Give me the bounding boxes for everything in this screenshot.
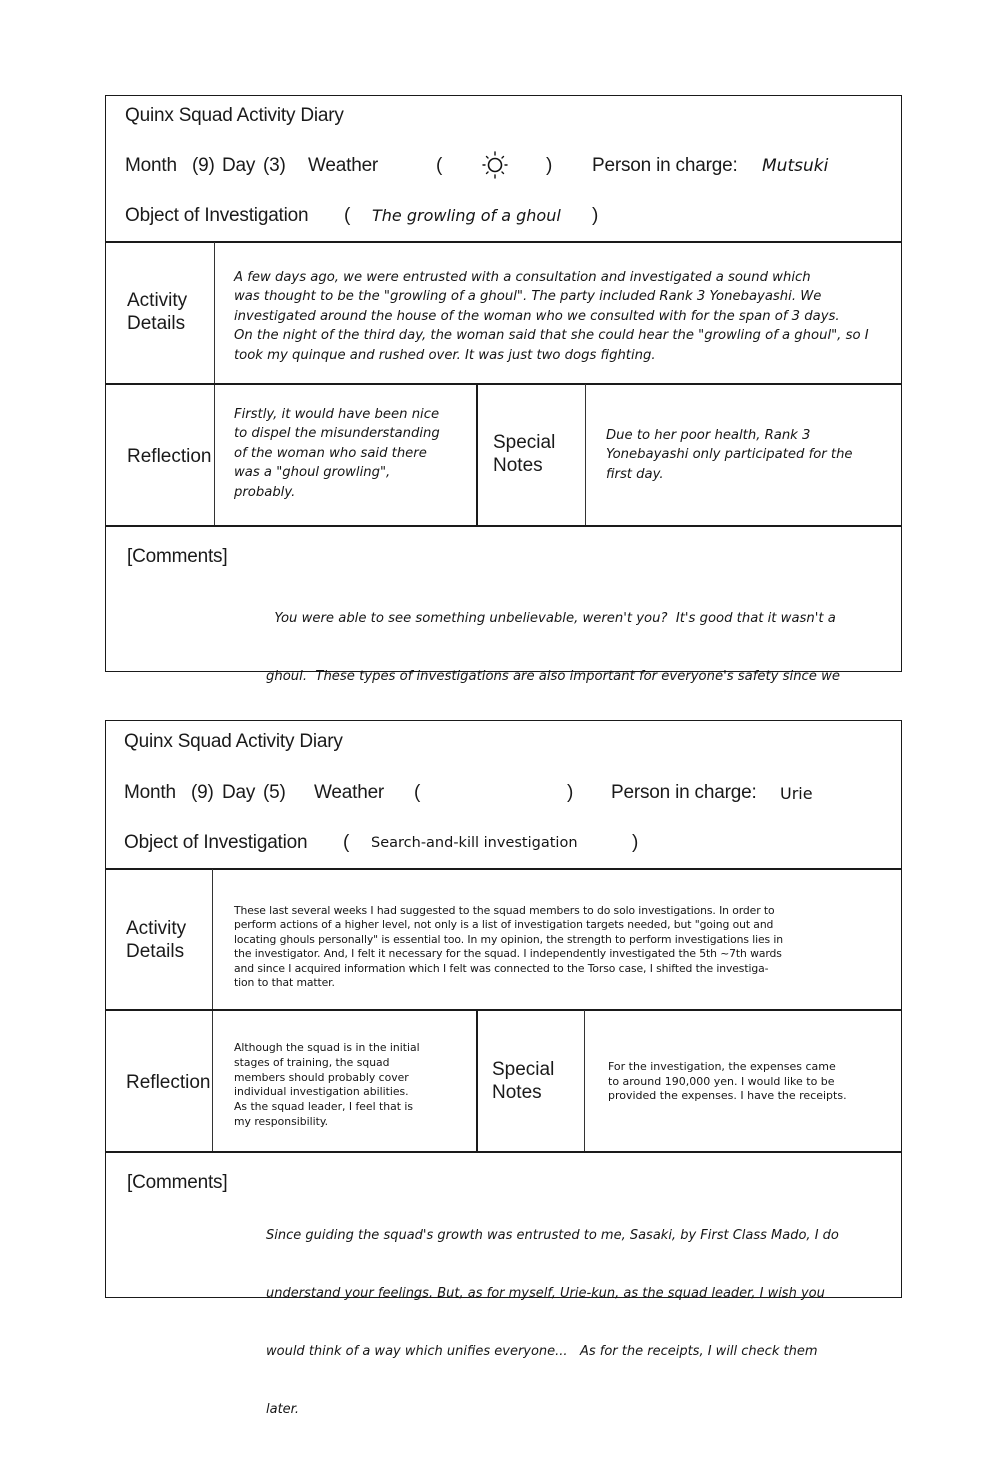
weather-close-paren: ) — [567, 782, 574, 803]
month-label: Month — [125, 155, 177, 176]
column-divider — [476, 1010, 478, 1152]
month-value: (9) — [192, 155, 215, 176]
activity-details-text: A few days ago, we were entrusted with a consultation and investigated a sound which was thought to be the "growling of a ghoul". The party included Rank 3 Yonebayashi. We investigated around the house of the woman who we consulted with for the span of 3 days. On the night of the third day, the woman said that she could hear the "growling of a ghoul", so I took my quinque and rushed over. It was just two dogs fighting. — [234, 270, 869, 363]
reflection-text: Firstly, it would have been nice to dispel the misunderstanding of the woman who said there was a "ghoul growling", probably. — [234, 407, 440, 500]
day-value: (5) — [263, 782, 286, 803]
comments-label: [Comments] — [127, 1172, 228, 1193]
activity-details-text: These last several weeks I had suggested to the squad members to do solo investigations. In order to perform actions of a higher level, not only is a list of investigation targets needed, but "going out and locating ghouls personally" is essential too. In my opinion, the strength to perform investigations lies in the investigator. And, I felt it necessary for the squad. I independently investigated the 5th ~7th wards and since I acquired information which I felt was connected to the Torso case, I shifted the investiga- tion to that matter. — [234, 904, 784, 990]
column-divider — [585, 384, 586, 526]
column-divider — [476, 384, 478, 526]
diary-title: Quinx Squad Activity Diary — [124, 731, 343, 752]
reflection-label: Reflection — [127, 446, 212, 467]
special-notes-text: Due to her poor health, Rank 3 Yonebayashi only participated for the first day. — [606, 428, 853, 482]
person-label: Person in charge: — [592, 155, 738, 176]
sun-icon — [480, 150, 510, 180]
activity-label: Activity Details — [126, 918, 187, 962]
comments-text: Since guiding the squad's growth was entrusted to me, Sasaki, by First Class Mado, I do understand your feelings. But, as for myself, Urie-kun, as the squad leader, I wish you would think of a way which unifies everyone... As for the receipts, I will check them later. — [266, 1227, 839, 1418]
column-divider — [584, 1010, 585, 1152]
divider — [106, 1151, 901, 1153]
divider — [106, 525, 901, 527]
weather-label: Weather — [314, 782, 385, 803]
object-value: The growling of a ghoul — [372, 206, 561, 225]
person-value: Mutsuki — [762, 156, 829, 176]
divider — [106, 868, 901, 870]
person-value: Urie — [780, 784, 813, 803]
divider — [106, 383, 901, 385]
special-notes-label: Special Notes — [492, 1059, 555, 1103]
comments-text: You were able to see something unbelievable, weren't you? It's good that it wasn't a ghoul. These types of investigations are also important for everyone's safety since we — [266, 610, 841, 685]
weather-open-paren: ( — [436, 155, 443, 176]
object-open-paren: ( — [343, 832, 350, 853]
object-close-paren: ) — [592, 205, 599, 226]
object-value: Search-and-kill investigation — [371, 835, 578, 851]
comments-label: [Comments] — [127, 546, 228, 567]
month-value: (9) — [191, 782, 214, 803]
divider — [106, 1009, 901, 1011]
special-notes-text: For the investigation, the expenses came to around 190,000 yen. I would like to be provided the expenses. I have the receipts. — [608, 1060, 847, 1103]
reflection-label: Reflection — [126, 1072, 211, 1093]
diary-entry-2 — [105, 720, 902, 1418]
object-open-paren: ( — [344, 205, 351, 226]
special-notes-label: Special Notes — [493, 432, 556, 476]
day-label: Day — [222, 782, 256, 803]
day-label: Day — [222, 155, 256, 176]
reflection-text: Although the squad is in the initial stages of training, the squad members should probably cover individual investigation abilities. As the squad leader, I feel that is my responsibility. — [234, 1041, 420, 1128]
weather-close-paren: ) — [546, 155, 553, 176]
person-label: Person in charge: — [611, 782, 757, 803]
object-close-paren: ) — [632, 832, 639, 853]
weather-open-paren: ( — [414, 782, 421, 803]
divider — [106, 241, 901, 243]
object-label: Object of Investigation — [125, 205, 309, 226]
day-value: (3) — [263, 155, 286, 176]
diary-entry-1 — [105, 95, 902, 685]
weather-label: Weather — [308, 155, 379, 176]
object-label: Object of Investigation — [124, 832, 308, 853]
diary-title: Quinx Squad Activity Diary — [125, 105, 344, 126]
activity-label: Activity Details — [127, 290, 188, 334]
month-label: Month — [124, 782, 176, 803]
